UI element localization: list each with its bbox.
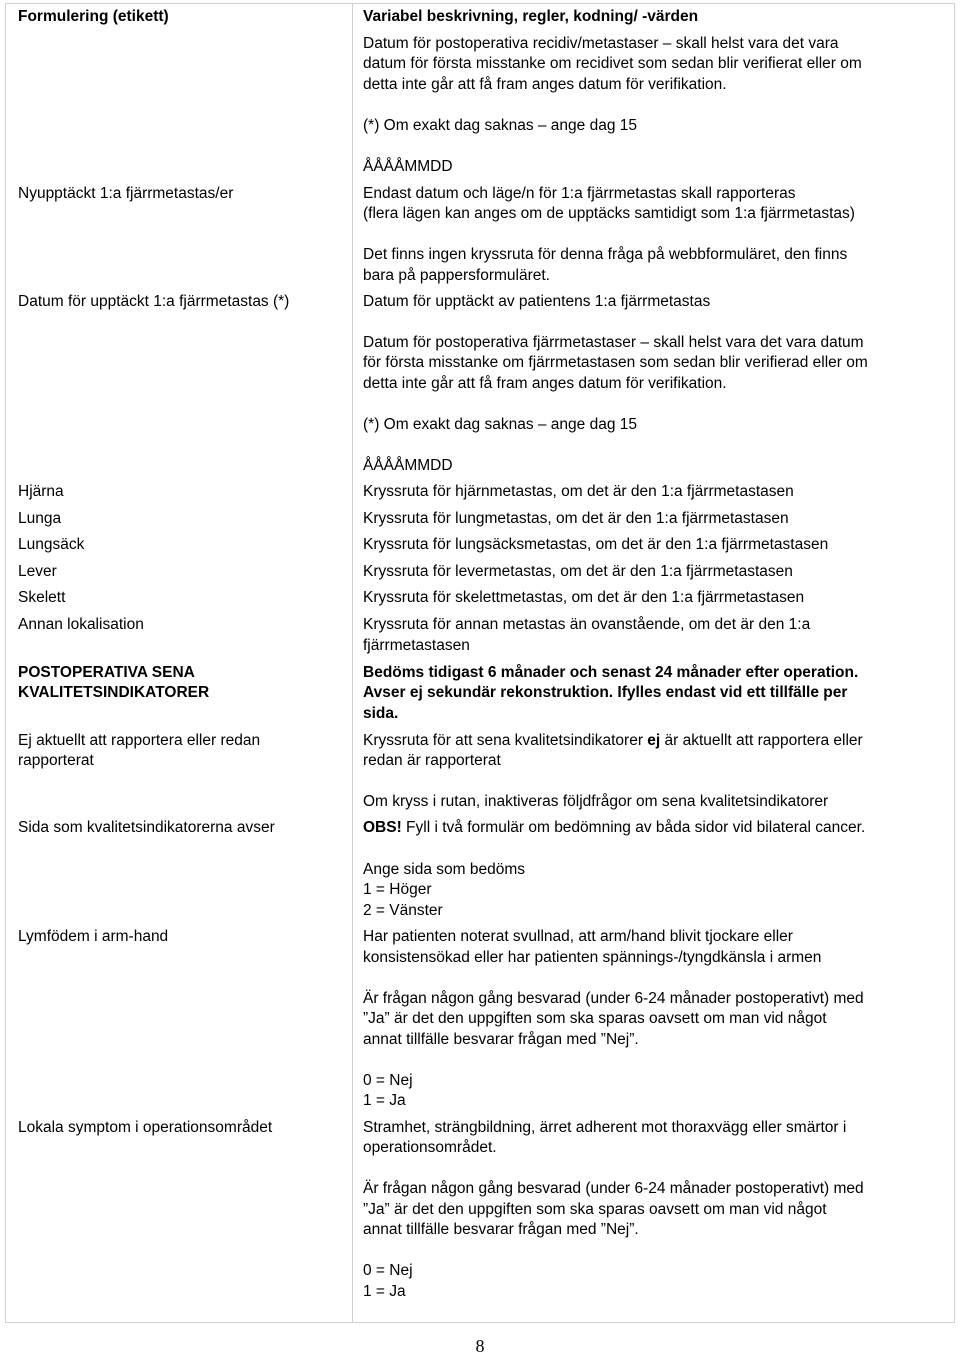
label-lymfodem: Lymfödem i arm-hand xyxy=(18,928,169,945)
text-line: annat tillfälle besvarar frågan med ”Nej”. xyxy=(363,1221,639,1238)
code-value: 1 = Ja xyxy=(363,1283,406,1300)
code-value: 0 = Nej xyxy=(363,1262,413,1279)
text-line: för första misstanke om fjärrmetastasen som sedan blir verifierad eller om xyxy=(363,354,868,371)
code-value: 2 = Vänster xyxy=(363,902,443,919)
label-lokala: Lokala symptom i operationsområdet xyxy=(18,1119,273,1136)
text-line: ”Ja” är det den uppgiften som ska sparas oavsett om man vid något xyxy=(363,1201,827,1218)
text-line: datum för första misstanke om recidivet som sedan blir verifierat eller om xyxy=(363,55,862,72)
label-datum-upptackt: Datum för upptäckt 1:a fjärrmetastas (*) xyxy=(18,293,290,310)
text-line: bara på pappersformuläret. xyxy=(363,267,550,284)
text-line: operationsområdet. xyxy=(363,1139,497,1156)
text-run: Fyll i två formulär om bedömning av båda sidor vid bilateral cancer. xyxy=(401,819,866,836)
obs-label: OBS! xyxy=(363,819,402,836)
label-hjarna: Hjärna xyxy=(18,483,64,500)
label-annan: Annan lokalisation xyxy=(18,616,144,633)
label-skelett: Skelett xyxy=(18,589,66,606)
text-line: Bedöms tidigast 6 månader och senast 24 månader efter operation. xyxy=(363,664,859,681)
datum-description: Datum för upptäckt av patientens 1:a fjärrmetastas xyxy=(363,293,711,310)
text-run: Kryssruta för att sena kvalitetsindikatorer xyxy=(363,732,648,749)
text-line: sida. xyxy=(363,705,399,722)
day-note: (*) Om exakt dag saknas – ange dag 15 xyxy=(363,416,637,433)
text-line: fjärrmetastasen xyxy=(363,637,470,654)
date-format: ÅÅÅÅMMDD xyxy=(363,457,453,474)
section-heading-postop: POSTOPERATIVA SENA xyxy=(18,664,195,681)
desc-skelett: Kryssruta för skelettmetastas, om det är den 1:a fjärrmetastasen xyxy=(363,589,805,606)
text-line: detta inte går att få fram anges datum för verifikation. xyxy=(363,375,727,392)
header-label-column: Formulering (etikett) xyxy=(18,8,169,25)
text-line: Datum för postoperativa fjärrmetastaser – skall helst vara det vara datum xyxy=(363,334,864,351)
text-line: Om kryss i rutan, inaktiveras följdfrågor om sena kvalitetsindikatorer xyxy=(363,793,829,810)
text-line: Ange sida som bedöms xyxy=(363,861,525,878)
label-lungsack: Lungsäck xyxy=(18,536,85,553)
label-ej-aktuellt: Ej aktuellt att rapportera eller redan xyxy=(18,732,261,749)
text-line: Det finns ingen kryssruta för denna fråga på webbformuläret, den finns xyxy=(363,246,848,263)
desc-hjarna: Kryssruta för hjärnmetastas, om det är den 1:a fjärrmetastasen xyxy=(363,483,794,500)
text-line: Avser ej sekundär rekonstruktion. Ifylles endast vid ett tillfälle per xyxy=(363,684,848,701)
obs-note xyxy=(363,818,865,839)
column-divider xyxy=(352,3,353,1323)
page-number: 8 xyxy=(475,1336,485,1356)
desc-lever: Kryssruta för levermetastas, om det är den 1:a fjärrmetastasen xyxy=(363,563,793,580)
text-line: konsistensökad eller har patienten spännings-/tyngdkänsla i armen xyxy=(363,949,822,966)
day-note: (*) Om exakt dag saknas – ange dag 15 xyxy=(363,117,637,134)
text-line: (flera lägen kan anges om de upptäcks samtidigt som 1:a fjärrmetastas) xyxy=(363,205,855,222)
text-line: Har patienten noterat svullnad, att arm/hand blivit tjockare eller xyxy=(363,928,793,945)
desc-ej-aktuellt xyxy=(363,731,863,752)
header-description-column: Variabel beskrivning, regler, kodning/ -värden xyxy=(363,8,699,25)
desc-lungsack: Kryssruta för lungsäcksmetastas, om det är den 1:a fjärrmetastasen xyxy=(363,536,829,553)
text-line: Är frågan någon gång besvarad (under 6-24 månader postoperativt) med xyxy=(363,1180,864,1197)
text-line: Är frågan någon gång besvarad (under 6-24 månader postoperativt) med xyxy=(363,990,864,1007)
label-nyupptackt: Nyupptäckt 1:a fjärrmetastas/er xyxy=(18,185,234,202)
label-ej-aktuellt: rapporterat xyxy=(18,752,94,769)
text-line: Stramhet, strängbildning, ärret adherent mot thoraxvägg eller smärtor i xyxy=(363,1119,847,1136)
text-run: är aktuellt att rapportera eller xyxy=(660,732,863,749)
label-sida: Sida som kvalitetsindikatorerna avser xyxy=(18,819,275,836)
label-lever: Lever xyxy=(18,563,57,580)
text-line: detta inte går att få fram anges datum för verifikation. xyxy=(363,76,727,93)
emphasis: ej xyxy=(647,732,661,749)
desc-lunga: Kryssruta för lungmetastas, om det är den 1:a fjärrmetastasen xyxy=(363,510,789,527)
label-lunga: Lunga xyxy=(18,510,62,527)
code-value: 1 = Ja xyxy=(363,1092,406,1109)
text-line: ”Ja” är det den uppgiften som ska sparas oavsett om man vid något xyxy=(363,1010,827,1027)
text-line: annat tillfälle besvarar frågan med ”Nej”. xyxy=(363,1031,639,1048)
section-heading-postop: KVALITETSINDIKATORER xyxy=(18,684,210,701)
date-format: ÅÅÅÅMMDD xyxy=(363,158,453,175)
text-line: Datum för postoperativa recidiv/metastaser – skall helst vara det vara xyxy=(363,35,839,52)
text-line: Endast datum och läge/n för 1:a fjärrmetastas skall rapporteras xyxy=(363,185,796,202)
text-line: redan är rapporterat xyxy=(363,752,501,769)
text-line: Kryssruta för annan metastas än ovanstående, om det är den 1:a xyxy=(363,616,811,633)
code-value: 0 = Nej xyxy=(363,1072,413,1089)
code-value: 1 = Höger xyxy=(363,881,432,898)
